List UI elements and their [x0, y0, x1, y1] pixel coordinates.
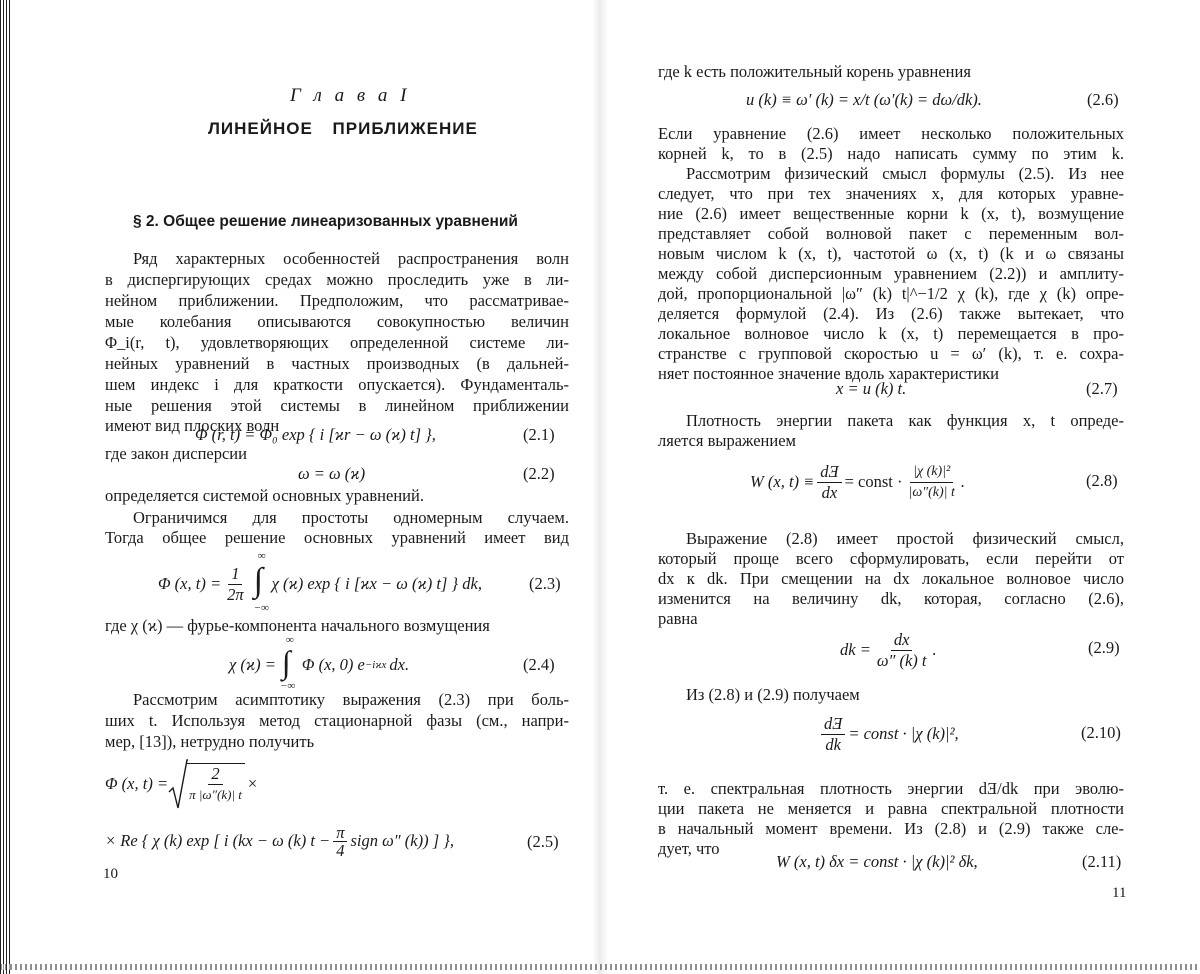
- equation-tail: .: [960, 472, 965, 491]
- text-line: представляет собой волновой пакет с переменным вол-: [658, 224, 1124, 243]
- equation-number: (2.5): [527, 832, 559, 851]
- integral-upper-limit: ∞: [257, 550, 266, 562]
- equation-body: Φ (x, 0) e: [301, 655, 365, 674]
- text-line: няет постоянное значение вдоль характеристики: [658, 364, 999, 383]
- equation-number: (2.10): [1081, 723, 1121, 742]
- text-line: Ограничимся для простоты одномерным случаем.: [133, 508, 569, 527]
- text-line: изменится на величину dk, которая, согласно (2.6),: [658, 589, 1124, 608]
- text-line: Ряд характерных особенностей распространения волн: [133, 249, 569, 268]
- equation-2-8: [750, 458, 965, 506]
- fraction-denominator: 2π: [227, 584, 244, 604]
- equation-2-10: [818, 710, 959, 758]
- text-line: определяется системой основных уравнений.: [105, 486, 424, 505]
- fraction: [874, 630, 930, 671]
- fraction-denominator: ω″ (k) t: [876, 650, 927, 670]
- equation-2-6: u (k) ≡ ω′ (k) = x/t (ω′(k) = dω/dk).: [746, 90, 982, 109]
- text-line: странстве с групповой скоростью u = ω′ (k), т. е. сохра-: [658, 344, 1124, 363]
- integral-lower-limit: −∞: [279, 680, 296, 692]
- text-line: Плотность энергии пакета как функция x, t опреде-: [686, 411, 1124, 430]
- integral-lower-limit: −∞: [253, 602, 269, 614]
- page-number: 10: [103, 866, 118, 882]
- text-line: Тогда общее решение основных уравнений имеет вид: [105, 528, 569, 547]
- fraction-numerator: dƎ: [817, 462, 841, 483]
- equation-2-2: ω = ω (ϰ): [298, 464, 366, 483]
- text-line: Выражение (2.8) имеет простой физический смысл,: [686, 529, 1124, 548]
- equation-number: (2.3): [529, 574, 561, 593]
- equation-2-5-line2: [105, 820, 454, 862]
- text-line: Если уравнение (2.6) имеет несколько положительных: [658, 124, 1124, 143]
- text-line: шем индекс i для краткости опускается). Фундаменталь-: [105, 375, 569, 394]
- equation-number: (2.9): [1088, 638, 1120, 657]
- text-line: мер, [13]), нетрудно получить: [105, 732, 315, 751]
- equation-lhs: W (x, t) ≡: [750, 472, 815, 491]
- text-line: Рассмотрим физический смысл формулы (2.5). Из нее: [686, 164, 1124, 183]
- text-line: дует, что: [658, 839, 720, 858]
- equation-number: (2.4): [523, 655, 555, 674]
- equation-body: χ (ϰ) exp { i [ϰx − ω (ϰ) t] } dk,: [271, 574, 482, 593]
- text-line: в диспергирующих средах можно проследить уже в ли-: [105, 270, 569, 289]
- text-line: новым числом k (x, t), частотой ω (x, t) (k и ω связаны: [658, 244, 1124, 263]
- text-line: мые колебания описываются совокупностью величин: [105, 312, 569, 331]
- text-line: Рассмотрим асимптотику выражения (2.3) при боль-: [133, 690, 569, 709]
- text-line: дой, пропорциональной |ω″ (k) t|^−1/2 χ (k), где χ (k) опре-: [658, 284, 1124, 303]
- fraction: [817, 462, 841, 503]
- text-line: где χ (ϰ) — фурье-компонента начального возмущения: [105, 616, 490, 635]
- text-line: ших t. Используя метод стационарной фазы (см., напри-: [105, 711, 569, 730]
- text-line: ные решения этой системы в линейном приближении: [105, 396, 569, 415]
- fraction: [333, 824, 347, 859]
- integral-sign: ∫ ∞ −∞: [253, 550, 269, 614]
- section-title: § 2. Общее решение линеаризованных уравнений: [133, 213, 518, 230]
- equation-tail: .: [932, 640, 937, 659]
- chapter-label: Г л а в а I: [290, 85, 411, 106]
- integral-sign: ∫ ∞ −∞: [279, 634, 296, 692]
- fraction: [821, 714, 845, 755]
- fraction-denominator: dx: [821, 482, 838, 502]
- equation-middle: = const ·: [844, 472, 903, 491]
- fraction: [906, 462, 958, 503]
- equation-number: (2.11): [1082, 852, 1122, 871]
- equation-tail: sign ω″ (k)) ] },: [350, 831, 454, 850]
- text-line: нейных уравнений в частных производных (в дальней-: [105, 354, 569, 373]
- fraction-numerator: |χ (k)|²: [910, 462, 953, 483]
- equation-2-4: [229, 634, 410, 692]
- text-line: где закон дисперсии: [105, 444, 247, 463]
- exponent: −iϰx: [364, 659, 387, 671]
- equation-number: (2.8): [1086, 471, 1118, 490]
- equation-number: (2.2): [523, 464, 555, 483]
- fraction: [186, 763, 245, 805]
- equation-lhs: dk =: [840, 640, 871, 659]
- fraction-numerator: dƎ: [821, 714, 845, 735]
- text-line: Из (2.8) и (2.9) получаем: [686, 685, 860, 704]
- equation-number: (2.7): [1086, 379, 1118, 398]
- text-line: нейном приближении. Предположим, что рассматривае-: [105, 291, 569, 310]
- equation-number: (2.6): [1087, 90, 1119, 109]
- equation-lhs: χ (ϰ) =: [229, 655, 276, 674]
- text-line: в начальный момент времени. Из (2.8) и (2.9) также сле-: [658, 819, 1124, 838]
- text-line: имеют вид плоских волн: [105, 416, 280, 435]
- equation-body: × Re { χ (k) exp [ i (kx − ω (k) t −: [105, 831, 331, 850]
- fraction-denominator: |ω″(k)| t: [908, 484, 955, 500]
- equation-body: = const · |χ (k)|²,: [848, 724, 959, 743]
- text-line: который проще всего сформулировать, если перейти от: [658, 549, 1124, 568]
- equation-2-1: Φ (r, t) = Φ₀ exp { i [ϰr − ω (ϰ) t] },: [195, 425, 436, 444]
- chapter-title: ЛИНЕЙНОЕ ПРИБЛИЖЕНИЕ: [208, 119, 478, 138]
- text-line: корней k, то в (2.5) надо написать сумму по этим k.: [658, 144, 1124, 163]
- fraction-numerator: 1: [228, 564, 242, 585]
- times-sign: ×: [247, 774, 258, 793]
- page-number: 11: [1112, 885, 1127, 901]
- text-line: следует, что при тех значениях x, для которых уравне-: [658, 184, 1124, 203]
- text-line: Φ_i(r, t), удовлетворяющих определенной системе ли-: [105, 333, 569, 352]
- fraction-denominator: π |ω″(k)| t: [189, 787, 242, 802]
- text-line: где k есть положительный корень уравнения: [658, 62, 971, 81]
- equation-2-9: [840, 626, 937, 674]
- fraction-numerator: dx: [891, 630, 913, 651]
- fraction-numerator: 2: [208, 764, 222, 785]
- equation-2-7: x = u (k) t.: [836, 379, 907, 398]
- equation-2-11: W (x, t) δx = const · |χ (k)|² δk,: [776, 852, 978, 871]
- equation-2-3: [158, 550, 482, 614]
- equation-tail: dx.: [389, 655, 410, 674]
- text-line: ции пакета не меняется и равна спектральной плотности: [658, 799, 1124, 818]
- right-page: [600, 0, 1200, 974]
- equation-lhs: Φ (x, t) =: [105, 774, 169, 793]
- text-line: ние (2.6) имеет вещественные корни k (x, t), возмущение: [658, 204, 1124, 223]
- fraction-denominator: 4: [336, 840, 345, 860]
- equation-2-5-line1: [105, 756, 257, 812]
- equation-number: (2.1): [523, 425, 555, 444]
- text-line: деляется формулой (2.4). Из (2.6) также вытекает, что: [658, 304, 1124, 323]
- text-line: ляется выражением: [658, 431, 796, 450]
- text-line: dx к dk. При смещении на dx локальное волновое число: [658, 569, 1124, 588]
- fraction: [224, 564, 247, 605]
- text-line: между собой дисперсионным уравнением (2.2)) и амплиту-: [658, 264, 1124, 283]
- fraction-denominator: dk: [825, 734, 841, 754]
- integral-upper-limit: ∞: [285, 634, 294, 646]
- square-root-sign: [168, 758, 188, 810]
- equation-lhs: Φ (x, t) =: [158, 574, 222, 593]
- text-line: равна: [658, 609, 698, 628]
- text-line: т. е. спектральная плотность энергии dƎ/dk при эволю-: [658, 779, 1124, 798]
- text-line: локальное волновое число k (x, t) перемещается в про-: [658, 324, 1124, 343]
- fraction-numerator: π: [333, 824, 347, 842]
